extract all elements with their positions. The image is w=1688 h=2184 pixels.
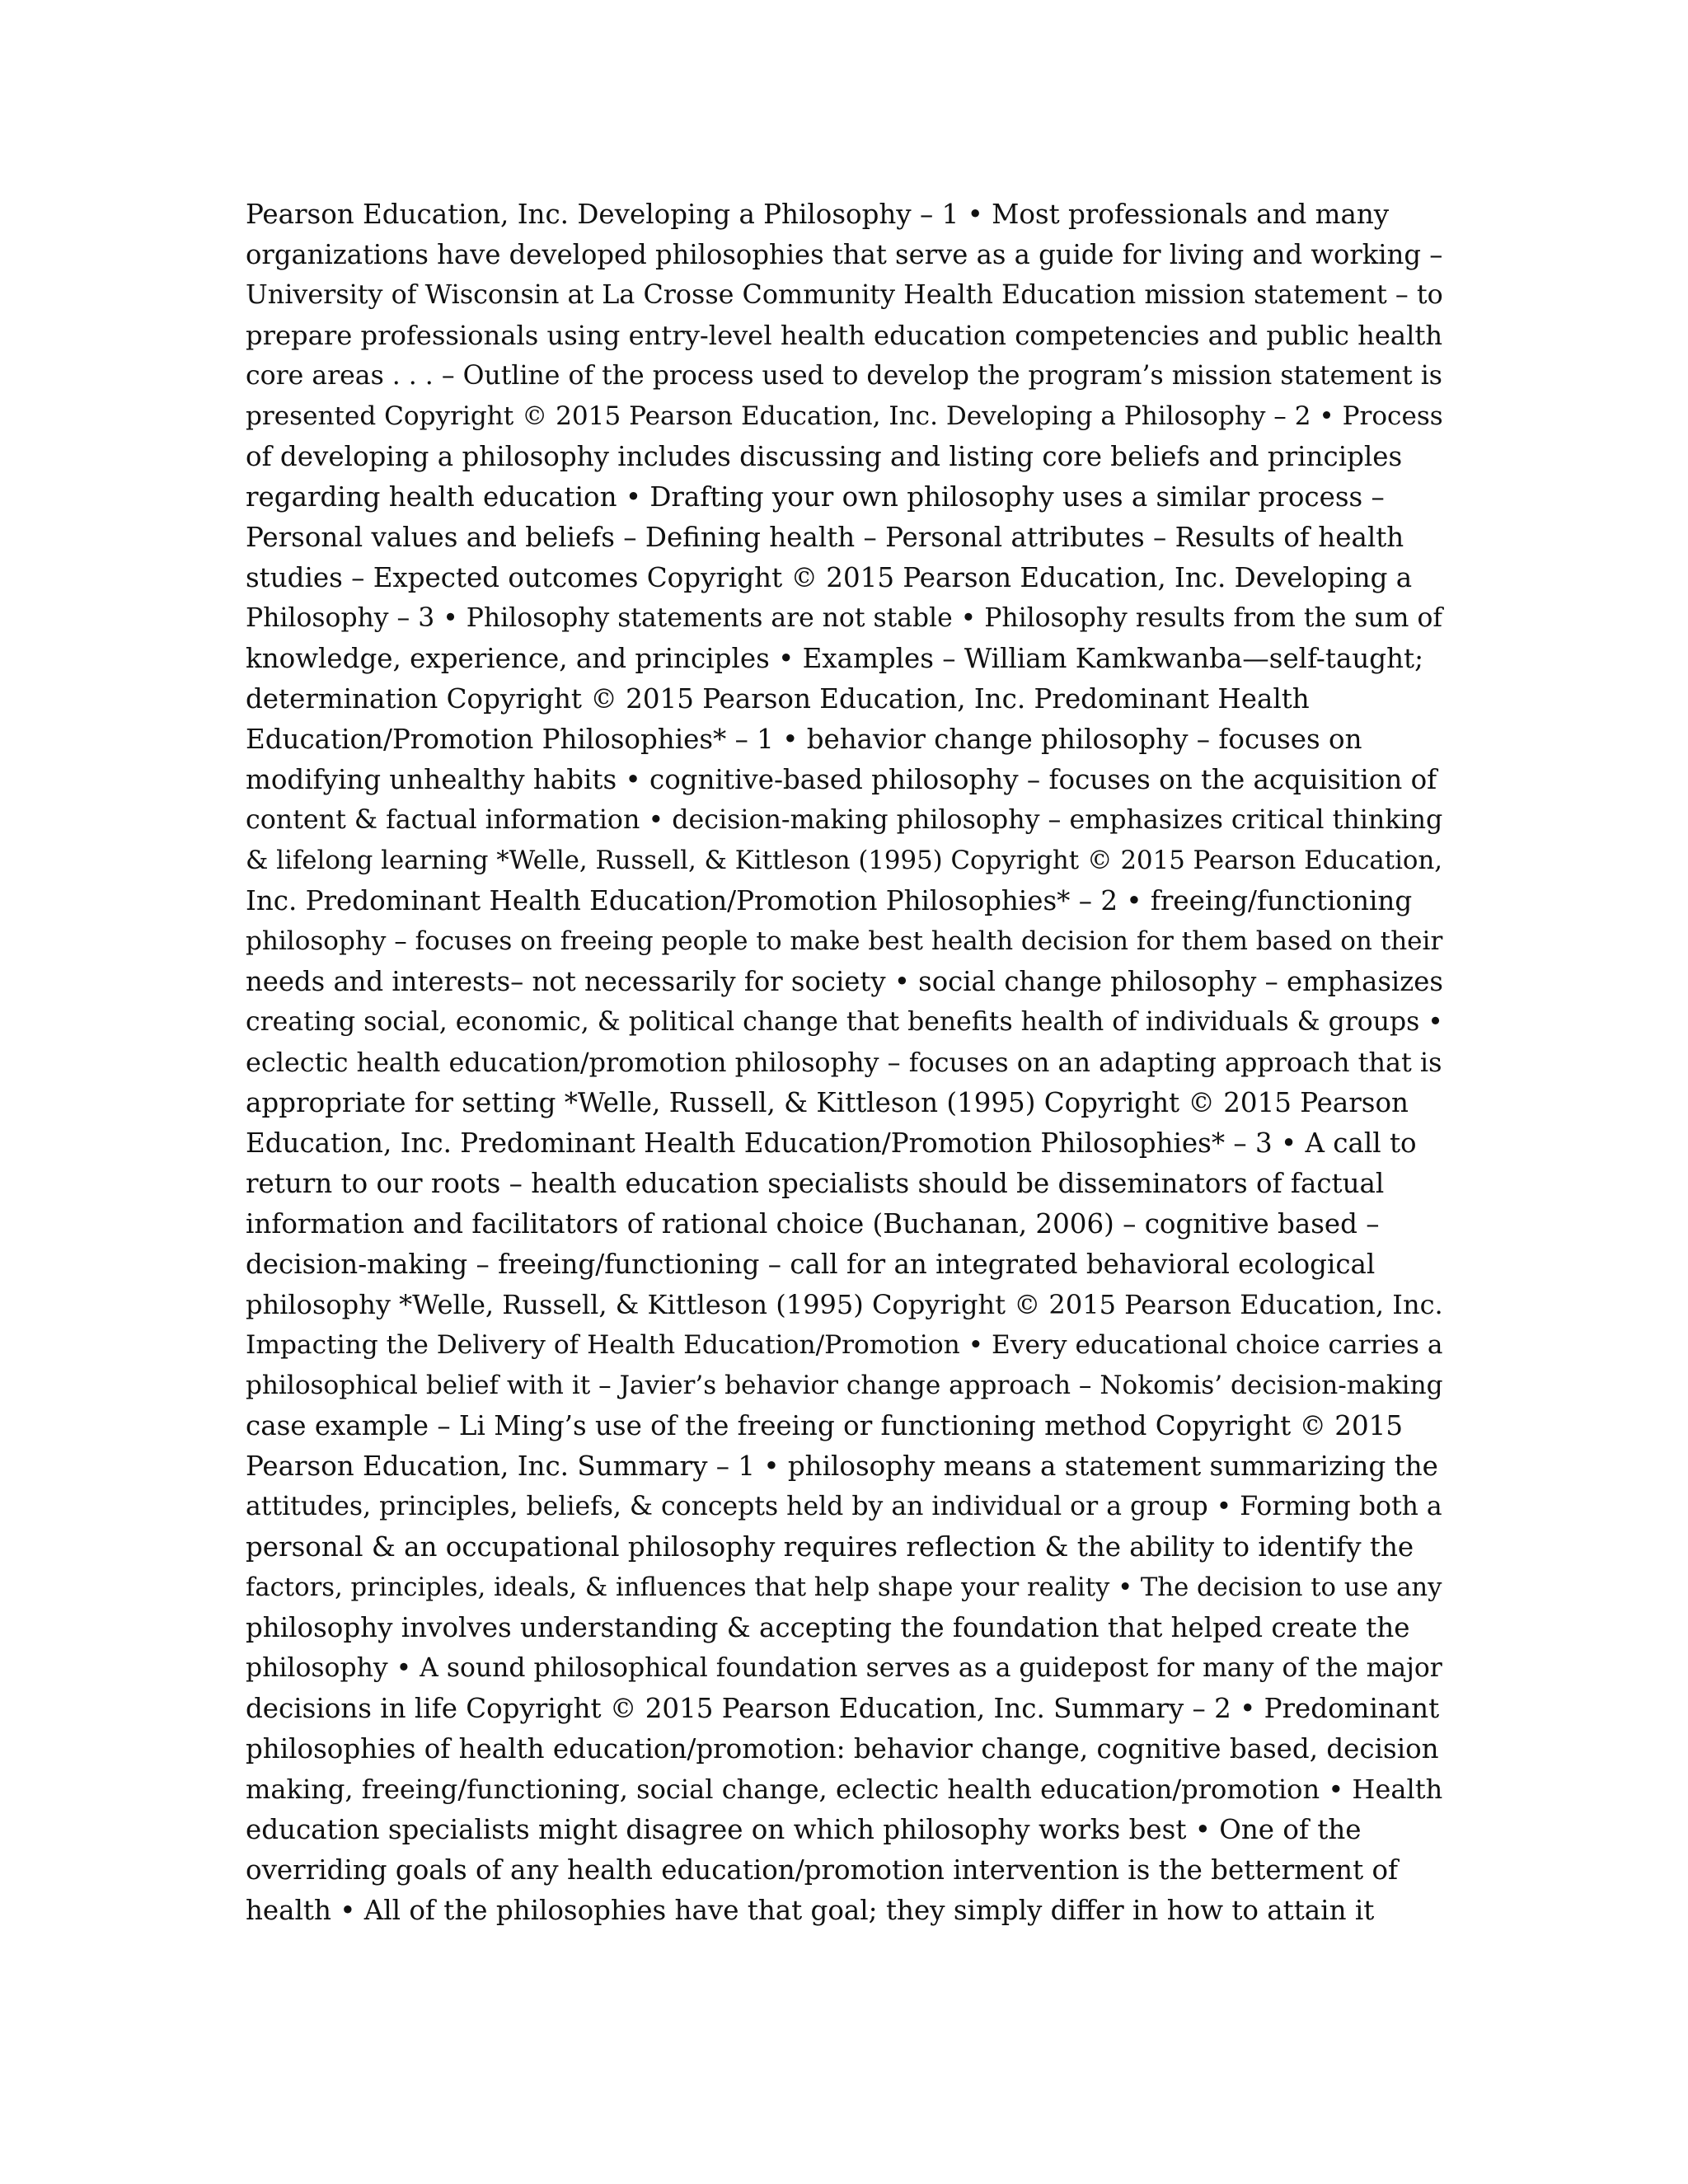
text-line: philosophy involves understanding & accepting the foundation that helped create the xyxy=(246,1612,1410,1643)
text-line: health • All of the philosophies have that goal; they simply differ in how to attain it xyxy=(246,1895,1375,1926)
text-line: core areas . . . – Outline of the process used to develop the program’s mission statement is xyxy=(246,361,1442,391)
text-line: case example – Li Ming’s use of the freeing or functioning method Copyright © 2015 xyxy=(246,1410,1404,1441)
text-line: overriding goals of any health education/promotion intervention is the betterment of xyxy=(246,1854,1399,1886)
text-line: attitudes, principles, beliefs, & concepts held by an individual or a group • Forming both a xyxy=(246,1492,1442,1521)
text-line: factors, principles, ideals, & influences that help shape your reality • The decision to use any xyxy=(246,1573,1442,1602)
text-line: making, freeing/functioning, social change, eclectic health education/promotion • Health xyxy=(246,1774,1443,1805)
text-line: decisions in life Copyright © 2015 Pearson Education, Inc. Summary – 2 • Predominant xyxy=(246,1693,1440,1724)
text-line: Impacting the Delivery of Health Education/Promotion • Every educational choice carries a xyxy=(246,1330,1443,1360)
text-line: Philosophy – 3 • Philosophy statements are not stable • Philosophy results from the sum of xyxy=(246,603,1442,633)
text-line: philosophy *Welle, Russell, & Kittleson (1995) Copyright © 2015 Pearson Education, Inc. xyxy=(246,1289,1443,1320)
text-line: content & factual information • decision-making philosophy – emphasizes critical thinking xyxy=(246,805,1443,835)
text-line: prepare professionals using entry-level health education competencies and public health xyxy=(246,320,1443,351)
body-text xyxy=(246,194,1449,1931)
text-line: regarding health education • Drafting your own philosophy uses a similar process – xyxy=(246,481,1385,513)
text-line: of developing a philosophy includes discussing and listing core beliefs and principles xyxy=(246,441,1403,472)
text-line: personal & an occupational philosophy requires reflection & the ability to identify the xyxy=(246,1531,1414,1563)
text-line: Pearson Education, Inc. Developing a Philosophy – 1 • Most professionals and many xyxy=(246,199,1390,230)
text-line: education specialists might disagree on which philosophy works best • One of the xyxy=(246,1814,1362,1845)
text-line: information and facilitators of rational choice (Buchanan, 2006) – cognitive based – xyxy=(246,1208,1380,1240)
text-line: & lifelong learning *Welle, Russell, & Kittleson (1995) Copyright © 2015 Pearson Education, xyxy=(246,846,1443,875)
text-line: Pearson Education, Inc. Summary – 1 • philosophy means a statement summarizing the xyxy=(246,1451,1438,1482)
text-line: University of Wisconsin at La Crosse Community Health Education mission statement – to xyxy=(246,280,1443,310)
text-line: Education, Inc. Predominant Health Education/Promotion Philosophies* – 3 • A call to xyxy=(246,1127,1417,1159)
text-line: studies – Expected outcomes Copyright © 2015 Pearson Education, Inc. Developing a xyxy=(246,562,1413,593)
text-line: decision-making – freeing/functioning – call for an integrated behavioral ecological xyxy=(246,1249,1376,1280)
text-line: Inc. Predominant Health Education/Promotion Philosophies* – 2 • freeing/functioning xyxy=(246,885,1413,916)
text-line: philosophy – focuses on freeing people to make best health decision for them based on their xyxy=(246,926,1443,956)
text-line: Personal values and beliefs – Defining health – Personal attributes – Results of health xyxy=(246,522,1404,553)
text-line: determination Copyright © 2015 Pearson Education, Inc. Predominant Health xyxy=(246,683,1310,715)
text-line: creating social, economic, & political change that benefits health of individuals & groups • xyxy=(246,1007,1443,1037)
text-line: knowledge, experience, and principles • Examples – William Kamkwanba—self-taught; xyxy=(246,643,1424,674)
text-line: philosophical belief with it – Javier’s behavior change approach – Nokomis’ decision-making xyxy=(246,1371,1443,1400)
text-line: Education/Promotion Philosophies* – 1 • behavior change philosophy – focuses on xyxy=(246,724,1362,755)
text-line: modifying unhealthy habits • cognitive-based philosophy – focuses on the acquisition of xyxy=(246,764,1437,795)
text-line: eclectic health education/promotion philosophy – focuses on an adapting approach that is xyxy=(246,1047,1442,1078)
text-line: presented Copyright © 2015 Pearson Education, Inc. Developing a Philosophy – 2 • Process xyxy=(246,401,1443,431)
text-line: needs and interests– not necessarily for society • social change philosophy – emphasizes xyxy=(246,966,1443,997)
text-line: philosophies of health education/promotion: behavior change, cognitive based, decision xyxy=(246,1733,1439,1765)
text-line: appropriate for setting *Welle, Russell, & Kittleson (1995) Copyright © 2015 Pearson xyxy=(246,1087,1409,1118)
text-line: return to our roots – health education specialists should be disseminators of factual xyxy=(246,1168,1385,1199)
text-line: philosophy • A sound philosophical foundation serves as a guidepost for many of the major xyxy=(246,1653,1442,1683)
text-line: organizations have developed philosophies that serve as a guide for living and working – xyxy=(246,239,1443,270)
